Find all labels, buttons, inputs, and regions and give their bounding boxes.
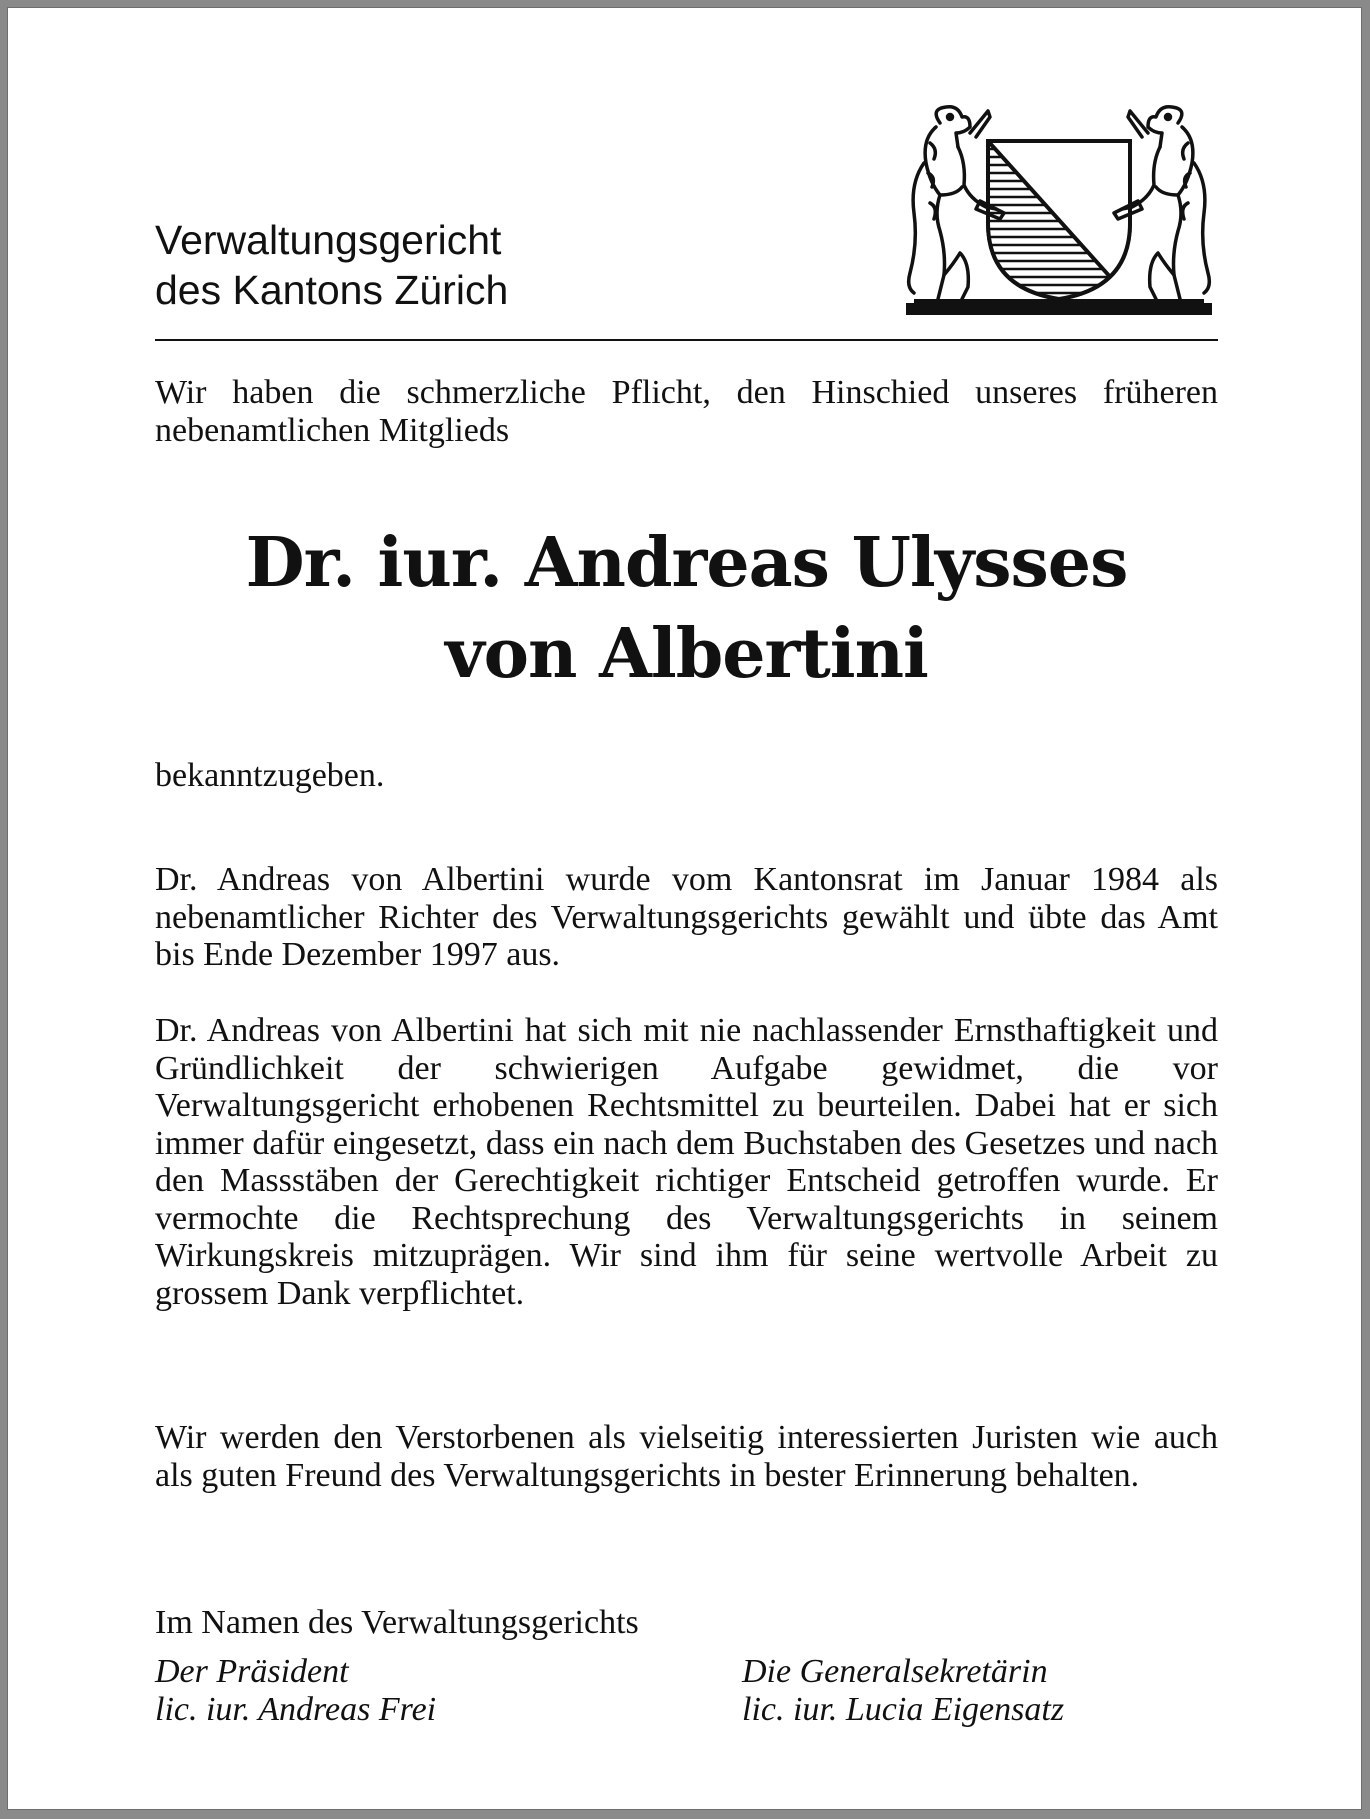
- deceased-name-line-1: Dr. iur. Andreas Ulysses: [245, 523, 1128, 603]
- paragraph-tenure: Dr. Andreas von Albertini wurde vom Kantonsrat im Januar 1984 als nebenamtlicher Richter des Verwaltungsgerichts gewählt und übte das Amt bis Ende Dezember 1997 aus.: [155, 861, 1218, 973]
- signer-president: [155, 1653, 436, 1729]
- document-content: [155, 8, 1218, 1809]
- signer-secretary-title: Die Generalsekretärin: [742, 1653, 1048, 1690]
- signer-general-secretary: [742, 1653, 1064, 1729]
- deceased-name-line-2: von Albertini: [445, 614, 928, 694]
- signer-president-name: lic. iur. Andreas Frei: [155, 1691, 437, 1728]
- letterhead: [155, 103, 1218, 341]
- deceased-name: [155, 518, 1218, 700]
- document-page: [7, 7, 1362, 1810]
- institution-line-2: des Kantons Zürich: [155, 267, 509, 313]
- intro-paragraph: Wir haben die schmerzliche Pflicht, den Hinschied unseres früheren nebenamtlichen Mitglieds: [155, 374, 1218, 449]
- paragraph-remembrance: Wir werden den Verstorbenen als vielseitig interessierten Juristen wie auch als guten Freund des Verwaltungsgerichts in bester Erinnerung behalten.: [155, 1419, 1218, 1494]
- signer-president-title: Der Präsident: [155, 1653, 349, 1690]
- institution-line-1: Verwaltungsgericht: [155, 217, 502, 263]
- zurich-coat-of-arms-icon: [900, 103, 1218, 321]
- institution-name: [155, 215, 508, 315]
- paragraph-tribute: Dr. Andreas von Albertini hat sich mit nie nachlassender Ernsthaftigkeit und Gründlichkeit der schwierigen Aufgabe gewidmet, die vor Verwaltungsgericht erhobenen Rechtsmittel zu beurteilen. Dabei hat er sich immer dafür eingesetzt, dass ein nach dem Buchstaben des Gesetzes und nach den Massstäben der Gerechtigkeit richtiger Entscheid getroffen wurde. Er vermochte die Rechtsprechung des Verwaltungsgerichts in seinem Wirkungskreis mitzuprägen. Wir sind ihm für seine wertvolle Arbeit zu grossem Dank verpflichtet.: [155, 1012, 1218, 1312]
- announce-text: bekanntzugeben.: [155, 757, 385, 794]
- header-divider: [155, 339, 1218, 341]
- signer-secretary-name: lic. iur. Lucia Eigensatz: [742, 1691, 1065, 1728]
- signature-on-behalf: Im Namen des Verwaltungsgerichts: [155, 1604, 639, 1641]
